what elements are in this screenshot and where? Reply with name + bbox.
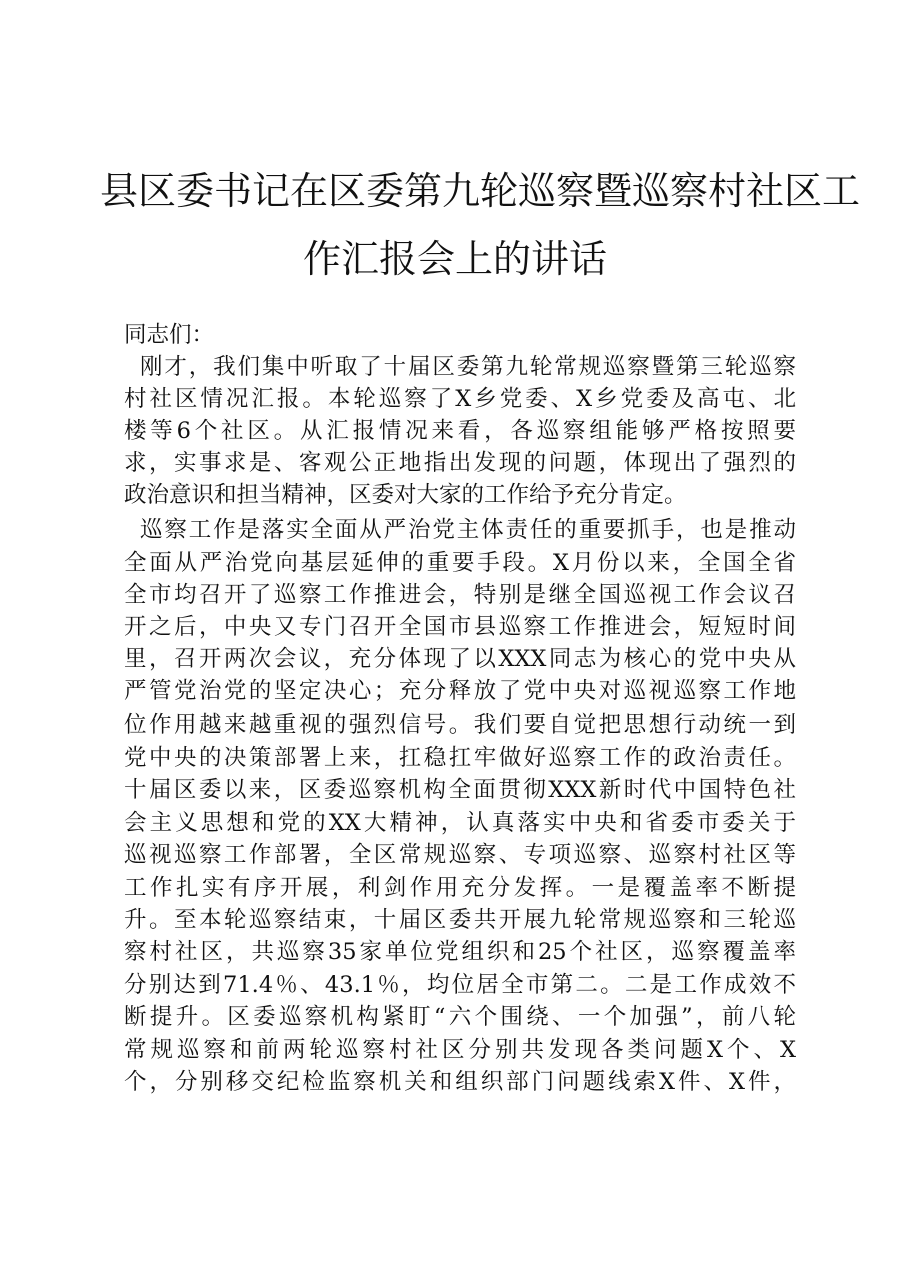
body-line: 巡视巡察工作部署，全区常规巡察、专项巡察、巡察村社区等 — [124, 842, 796, 868]
body-line: 位作用越来越重视的强烈信号。我们要自觉把思想行动统一到 — [124, 712, 796, 738]
body-line: 巡察工作是落实全面从严治党主体责任的重要抓手，也是推动 — [140, 517, 796, 543]
body-line: 楼等6个社区。从汇报情况来看，各巡察组能够严格按照要 — [124, 418, 796, 444]
body-line: 开之后，中央又专门召开全国市县巡察工作推进会，短短时间 — [124, 614, 796, 640]
body-line: 全面从严治党向基层延伸的重要手段。X月份以来，全国全省 — [124, 550, 796, 576]
body-line: 全市均召开了巡察工作推进会，特别是继全国巡视工作会议召 — [124, 582, 796, 608]
document-title-line-1: 县区委书记在区委第九轮巡察暨巡察村社区工 — [100, 169, 861, 213]
body-line: 会主义思想和党的XX大精神，认真落实中央和省委市委关于 — [124, 810, 796, 836]
salutation: 同志们： — [124, 322, 215, 348]
body-line: 政治意识和担当精神，区委对大家的工作给予充分肯定。 — [124, 482, 687, 508]
body-line: 分别达到71.4％、43.1％，均位居全市第二。二是工作成效不 — [124, 972, 796, 998]
body-line: 工作扎实有序开展，利剑作用充分发挥。一是覆盖率不断提 — [124, 875, 796, 901]
body-line: 断提升。区委巡察机构紧盯“六个围绕、一个加强”，前八轮 — [124, 1004, 796, 1030]
document-title-line-2: 作汇报会上的讲话 — [302, 237, 607, 281]
body-line: 里，召开两次会议，充分体现了以XXX同志为核心的党中央从 — [124, 646, 796, 672]
body-line: 刚才，我们集中听取了十届区委第九轮常规巡察暨第三轮巡察 — [140, 354, 796, 380]
body-line: 求，实事求是、客观公正地指出发现的问题，体现出了强烈的 — [124, 450, 796, 476]
body-line: 察村社区，共巡察35家单位党组织和25个社区，巡察覆盖率 — [124, 939, 796, 965]
body-line: 常规巡察和前两轮巡察村社区分别共发现各类问题X个、X — [124, 1037, 796, 1063]
body-line: 村社区情况汇报。本轮巡察了X乡党委、X乡党委及高屯、北 — [124, 386, 796, 412]
body-line: 严管党治党的坚定决心；充分释放了党中央对巡视巡察工作地 — [124, 678, 796, 704]
body-line: 个，分别移交纪检监察机关和组织部门问题线索X件、X件， — [124, 1069, 796, 1095]
body-line: 十届区委以来，区委巡察机构全面贯彻XXX新时代中国特色社 — [124, 777, 796, 803]
body-line: 党中央的决策部署上来，扛稳扛牢做好巡察工作的政治责任。 — [124, 745, 796, 771]
body-line: 升。至本轮巡察结束，十届区委共开展九轮常规巡察和三轮巡 — [124, 907, 796, 933]
